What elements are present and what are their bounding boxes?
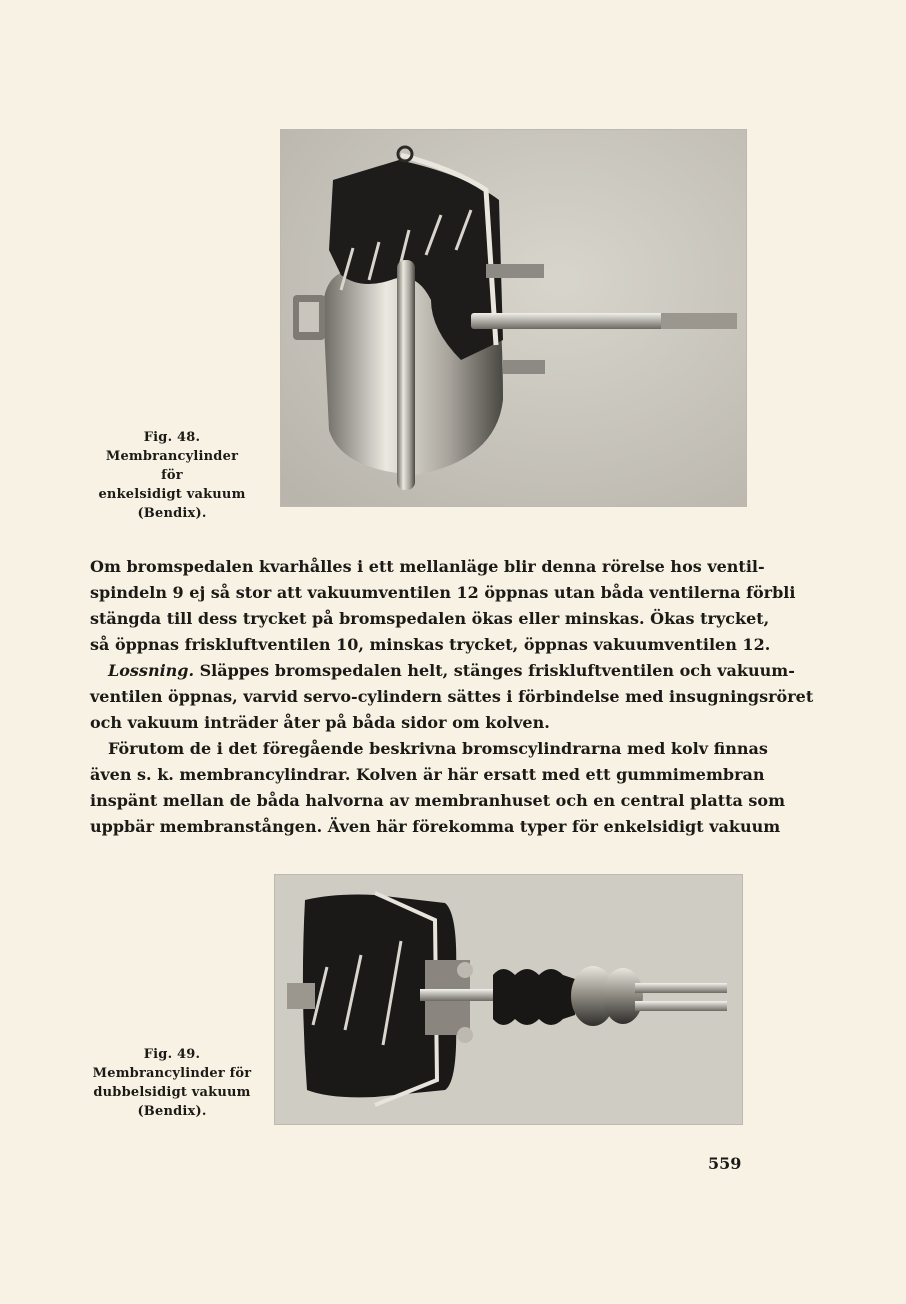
text-line: Förutom de i det föregående beskrivna bromscylindrarna med kolv finnas [108, 739, 768, 758]
text-fragment: Släppes bromspedalen helt, stänges friskluftventilen och vakuum- [194, 661, 795, 680]
figure-49-caption-line: Membrancylinder för [92, 1066, 252, 1081]
text-line: uppbär membranstången. Även här förekomma typer för enkelsidigt vakuum [90, 817, 781, 836]
text-line: ventilen öppnas, varvid servo-cylindern sättes i förbindelse med insugningsröret [90, 687, 814, 706]
figure-48-caption-line: enkelsidigt vakuum [98, 487, 246, 502]
body-paragraph-2 [90, 736, 786, 840]
vacuum-membrane-cylinder-double-icon [275, 875, 742, 1124]
text-line: inspänt mellan de båda halvorna av membranhuset och en central platta som [90, 791, 786, 810]
text-line [90, 658, 795, 684]
figure-48-caption-line: Membrancylinder för [105, 449, 239, 483]
figure-49-caption [92, 1045, 252, 1121]
body-paragraph-1 [90, 554, 814, 736]
lossning-label: Lossning. [108, 661, 195, 680]
figure-49-caption-line: dubbelsidigt vakuum [93, 1085, 251, 1100]
text-line: och vakuum inträder åter på båda sidor om kolven. [90, 713, 550, 732]
text-line: spindeln 9 ej så stor att vakuumventilen 12 öppnas utan båda ventilerna förbli [90, 583, 796, 602]
vacuum-membrane-cylinder-single-icon [281, 130, 746, 506]
text-line: även s. k. membrancylindrar. Kolven är här ersatt med ett gummimembran [90, 765, 765, 784]
figure-48-caption [94, 428, 250, 523]
page-number: 559 [708, 1154, 742, 1173]
text-line: stängda till dess trycket på bromspedalen ökas eller minskas. Ökas trycket, [90, 609, 770, 628]
figure-49-caption-line: (Bendix). [137, 1104, 207, 1119]
figure-48-caption-line: (Bendix). [137, 506, 207, 521]
figure-48-number: Fig. 48. [143, 430, 201, 445]
text-line: så öppnas friskluftventilen 10, minskas trycket, öppnas vakuumventilen 12. [90, 635, 771, 654]
figure-48-photo [280, 129, 747, 507]
figure-49-number: Fig. 49. [143, 1047, 201, 1062]
figure-49-photo [274, 874, 743, 1125]
text-line: Om bromspedalen kvarhålles i ett mellanläge blir denna rörelse hos ventil- [90, 557, 765, 576]
